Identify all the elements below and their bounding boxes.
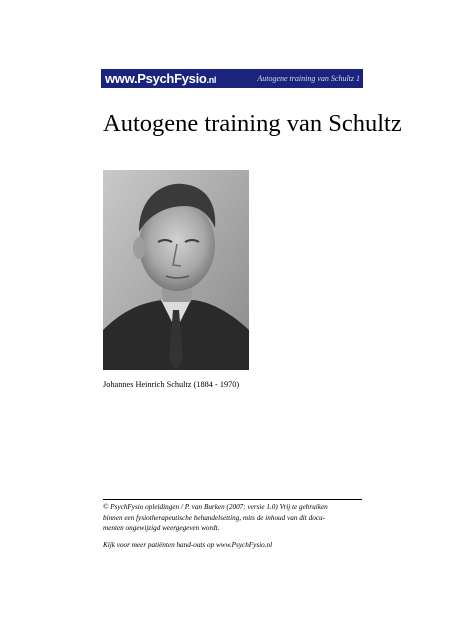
photo-caption: Johannes Heinrich Schultz (1884 - 1970) bbox=[103, 380, 240, 389]
running-title: Autogene training van Schultz 1 bbox=[257, 74, 360, 83]
logo-suffix: .nl bbox=[206, 75, 217, 85]
header-bar bbox=[101, 69, 363, 88]
document-title: Autogene training van Schultz bbox=[103, 110, 402, 137]
copyright-line-2: binnen een fysiotherapeutische behandelsetting, mits de inhoud van dit docu- bbox=[103, 513, 325, 522]
logo-main: www.PsychFysio bbox=[105, 71, 207, 86]
footer bbox=[103, 502, 365, 550]
footer-divider bbox=[103, 499, 362, 500]
more-handouts-line: Kijk voor meer patiënten hand-outs op www.PsychFysio.nl bbox=[103, 540, 273, 549]
copyright-line-3: menten ongewijzigd weergegeven wordt. bbox=[103, 524, 220, 532]
portrait-photo bbox=[103, 170, 249, 370]
psychfysio-logo bbox=[105, 71, 216, 86]
copyright-line-1: © PsychFysio opleidingen / P. van Burken (2007: versie 1.0) Vrij te gebruiken bbox=[103, 503, 328, 511]
